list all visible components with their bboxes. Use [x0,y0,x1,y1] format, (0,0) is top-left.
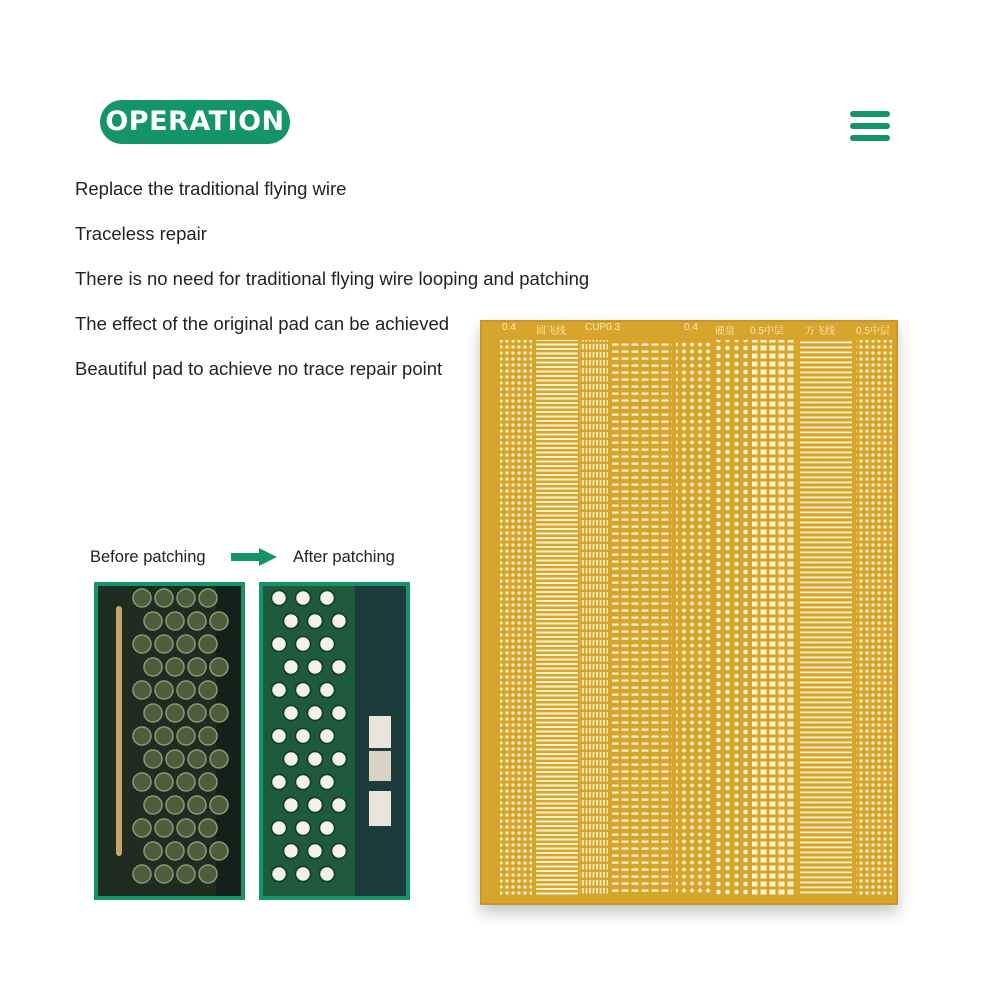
feature-item: The effect of the original pad can be achieved [75,313,450,334]
solder-pad [296,821,311,836]
solder-pad [133,589,151,607]
solder-pad [199,773,217,791]
solder-pad [308,706,323,721]
solder-pad [133,865,151,883]
solder-pad [177,773,195,791]
solder-pad [296,867,311,882]
solder-pad [155,727,173,745]
solder-pad [210,658,228,676]
solder-pad [133,773,151,791]
feature-item: Traceless repair [75,223,207,244]
solder-pad [272,867,287,882]
solder-pad [188,704,206,722]
solder-pad [188,842,206,860]
solder-pad [166,658,184,676]
solder-pad [144,704,162,722]
solder-pad [199,635,217,653]
solder-pad [199,819,217,837]
solder-pad [308,844,323,859]
solder-pad [199,589,217,607]
solder-pad [308,614,323,629]
solder-pad [320,867,335,882]
solder-pad [188,612,206,630]
solder-pad [210,842,228,860]
solder-pad [144,612,162,630]
solder-pad [332,752,347,767]
after-patching-photo [259,582,410,900]
solder-pad [284,752,299,767]
feature-item: Replace the traditional flying wire [75,178,347,199]
operation-badge: OPERATION [100,100,290,144]
solder-pad [308,660,323,675]
solder-pad [296,775,311,790]
board-pad-pattern [480,320,898,905]
board-label: 0.4 [684,322,698,333]
board-label: 硬盘 [715,326,735,337]
before-patching-photo [94,582,245,900]
board-label: 方飞线 [805,326,835,337]
solder-pad [188,796,206,814]
solder-pad [166,796,184,814]
right-arrow-icon [231,548,277,566]
solder-pad [284,660,299,675]
solder-pad [133,681,151,699]
feature-item: Beautiful pad to achieve no trace repair point [75,358,443,379]
solder-pad [332,798,347,813]
solder-pad [210,796,228,814]
solder-pad [177,589,195,607]
solder-pad [332,844,347,859]
solder-pad [272,775,287,790]
solder-pad [177,635,195,653]
solder-pad [332,706,347,721]
solder-pad [177,819,195,837]
solder-pad [155,681,173,699]
solder-pad [210,704,228,722]
board-label: 0.5中层 [856,326,890,337]
solder-pad [177,681,195,699]
solder-pad [296,683,311,698]
solder-pad [296,591,311,606]
solder-pad [272,683,287,698]
solder-pad [133,635,151,653]
solder-pad [320,821,335,836]
feature-item: There is no need for traditional flying wire looping and patching [75,268,590,289]
solder-pad [272,591,287,606]
solder-pad [296,637,311,652]
solder-pad [332,660,347,675]
solder-pad [155,589,173,607]
board-label: 0.5中层 [750,326,784,337]
before-patching-label: Before patching [90,548,206,566]
board-label: CUP0.3 [585,322,621,333]
solder-pad [210,750,228,768]
solder-pad [320,591,335,606]
board-label: 圆飞线 [536,326,566,337]
solder-pad [272,637,287,652]
solder-pad [144,842,162,860]
solder-pad [284,798,299,813]
solder-pad [144,658,162,676]
solder-pad [308,752,323,767]
solder-pad [308,798,323,813]
solder-pad [177,727,195,745]
solder-pad [320,729,335,744]
solder-pad [155,635,173,653]
solder-pad [199,681,217,699]
solder-pad [133,819,151,837]
solder-pad [199,727,217,745]
solder-pad [155,865,173,883]
solder-pad [188,658,206,676]
solder-pad [166,612,184,630]
solder-pad [144,750,162,768]
solder-pad [155,773,173,791]
solder-pad [284,844,299,859]
pcb-repair-board [480,320,898,905]
board-label: 0.4 [502,322,516,333]
solder-pad [296,729,311,744]
solder-pad [320,775,335,790]
solder-pad [188,750,206,768]
solder-pad [133,727,151,745]
after-patching-label: After patching [293,548,395,566]
solder-pad [199,865,217,883]
solder-pad [155,819,173,837]
solder-pad [320,683,335,698]
solder-pad [166,750,184,768]
solder-pad [272,729,287,744]
solder-pad [284,706,299,721]
solder-pad [166,704,184,722]
solder-pad [332,614,347,629]
hamburger-menu-icon[interactable] [850,111,890,141]
solder-pad [177,865,195,883]
solder-pad [320,637,335,652]
solder-pad [144,796,162,814]
solder-pad [166,842,184,860]
solder-pad [272,821,287,836]
solder-pad [210,612,228,630]
solder-pad [284,614,299,629]
